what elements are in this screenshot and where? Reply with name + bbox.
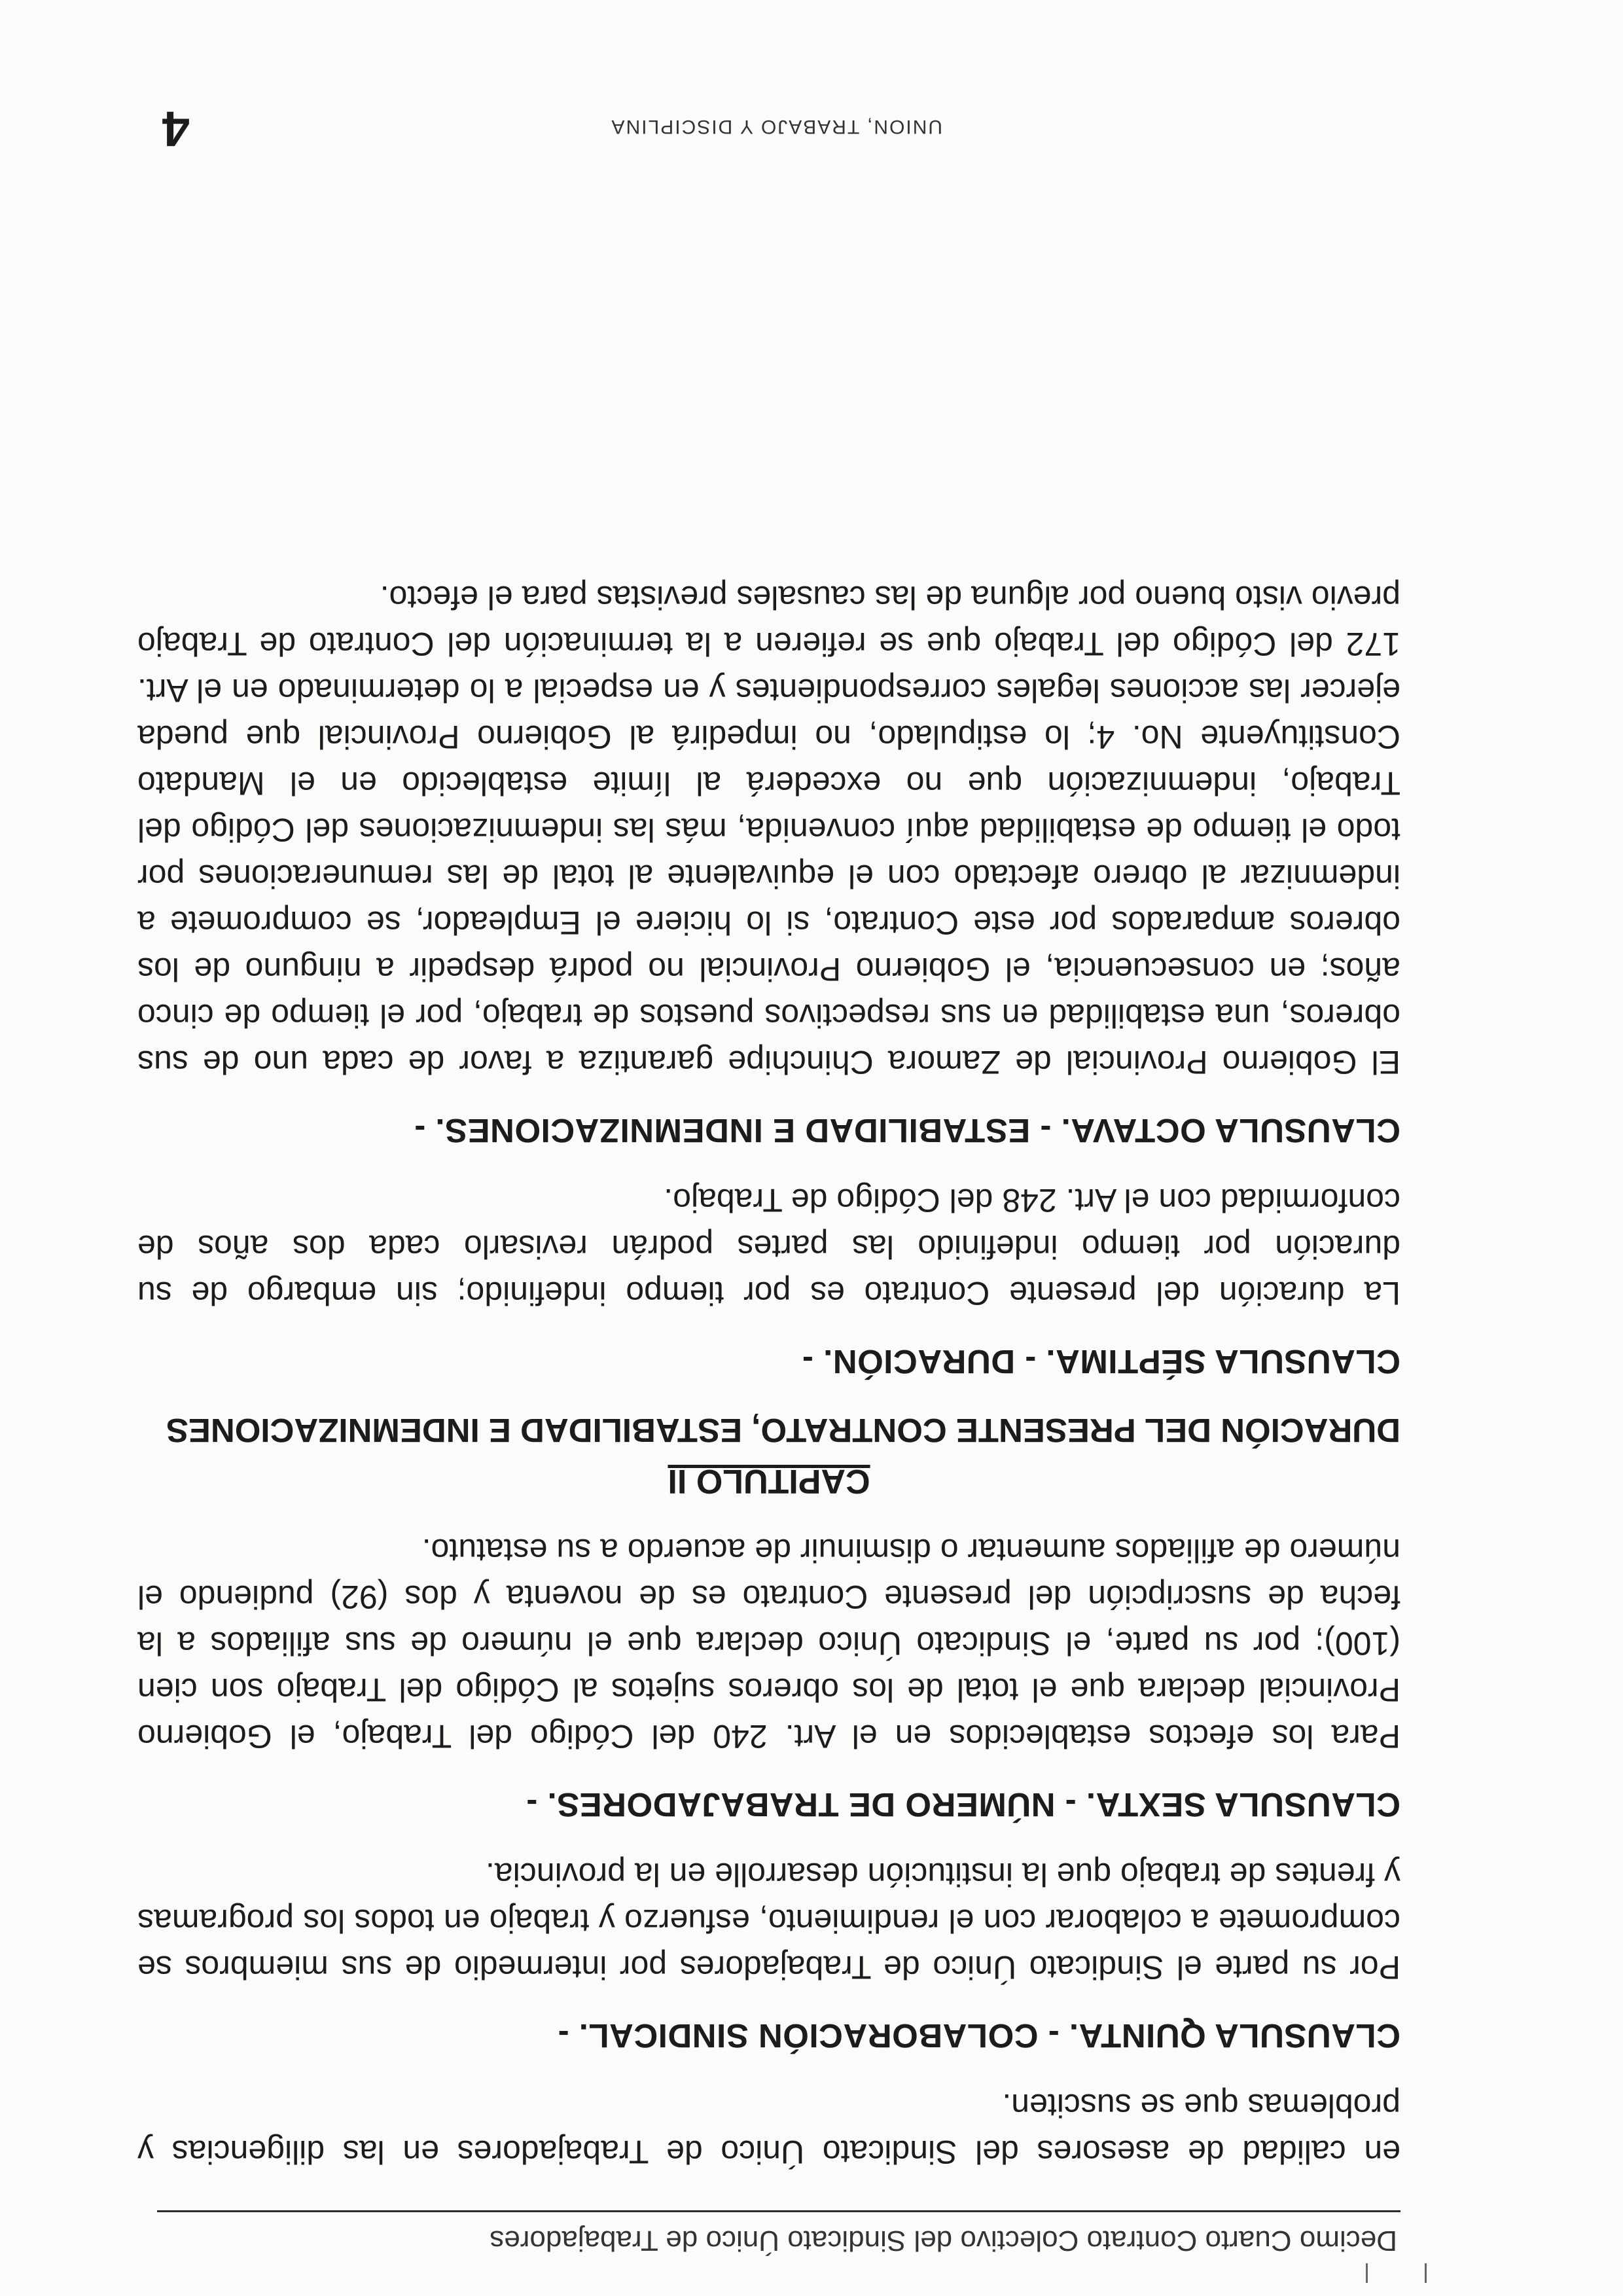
document-body bbox=[137, 551, 1400, 2175]
chapter-title: CAPITULO II bbox=[668, 1462, 870, 1500]
clause-8-title: CLAUSULA OCTAVA. - ESTABILIDAD E INDEMNIZACIONES. - bbox=[414, 1112, 1400, 1149]
clause-6-title: CLAUSULA SEXTA. - NÚMERO DE TRABAJADORES. - bbox=[526, 1786, 1400, 1823]
clause-5-body: Por su parte el Sindicato Único de Trabajadores por intermedio de sus miembros se compromete a colaborar con el rendimiento, esfuerzo y trabajo en todos los programas y frentes de trabajo que la institución desarrolle en la provincia. bbox=[137, 1856, 1400, 1986]
intro-paragraph: en calidad de asesores del Sindicato Único de Trabajadores en las diligencias y problemas que se susciten. bbox=[137, 2087, 1400, 2170]
clause-6-body: Para los efectos establecidos en el Art. 240 del Código del Trabajo, el Gobierno Provincial declara que el total de los obreros sujetos al Código del Trabajo son cien (100); por su parte, el Sindicato Único declara que el número de sus afiliados a la fecha de suscripción del presente Contrato es de noventa y dos (92) pudiendo el número de afiliados aumentar o disminuir de acuerdo a su estatuto. bbox=[137, 1532, 1400, 1755]
header-rule bbox=[157, 2210, 1400, 2212]
clause-5-title: CLAUSULA QUINTA. - COLABORACIÓN SINDICAL. - bbox=[558, 2017, 1400, 2054]
scan-mark bbox=[1366, 2263, 1368, 2283]
page-number: 4 bbox=[162, 101, 190, 156]
clause-8-body: El Gobierno Provincial de Zamora Chinchipe garantiza a favor de cada uno de sus obreros, una estabilidad en sus respectivos puestos de trabajo, por el tiempo de cinco años; en consecuencia, el Gobierno Provincial no podrá despedir a ninguno de los obreros amparados por este Contrato, si lo hiciere el Empleador, se compromete a indemnizar al obrero afectado con el equivalente al total de las remuneraciones por todo el tiempo de estabilidad aquí convenida, más las indemnizaciones del Código del Trabajo, indemnización que no excederá al límite establecido en el Mandato Constituyente No. 4; lo estipulado, no impedirá al Gobierno Provincial que pueda ejercer las acciones legales correspondientes y en especial a lo determinado en el Art. 172 del Código del Trabajo que se refieren a la terminación del Contrato de Trabajo previo visto bueno por alguna de las causales previstas para el efecto. bbox=[137, 579, 1400, 1081]
clause-7-body: La duración del presente Contrato es por tiempo indefinido; sin embargo de su duración por tiempo indefinido las partes podrán revisarlo cada dos años de conformidad con el Art. 248 del Código de Trabajo. bbox=[137, 1182, 1400, 1312]
chapter-subtitle: DURACIÓN DEL PRESENTE CONTRATO, ESTABILIDAD E INDEMNIZACIONES bbox=[166, 1412, 1400, 1449]
clause-7-title: CLAUSULA SÉPTIMA. - DURACIÓN. - bbox=[802, 1343, 1400, 1380]
running-header: Decimo Cuarto Contrato Colectivo del Sindicato Único de Trabajadores bbox=[490, 2225, 1397, 2257]
footer-motto: UNION, TRABAJO Y DISCIPLINA bbox=[610, 116, 942, 137]
scan-mark bbox=[1425, 2263, 1427, 2283]
